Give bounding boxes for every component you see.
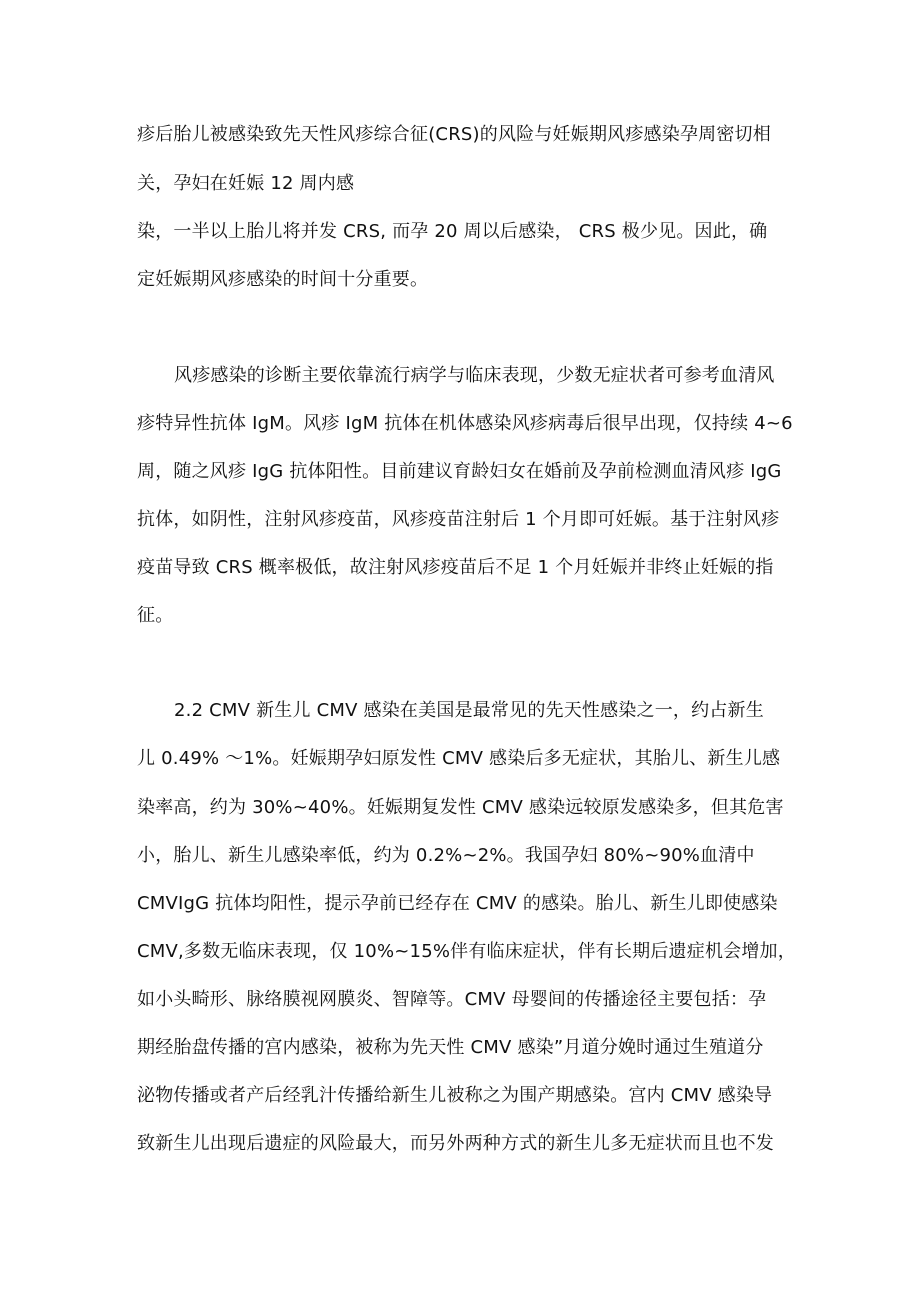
text-line: 2.2 CMV 新生儿 CMV 感染在美国是最常见的先天性感染之一，约占新生: [174, 700, 764, 721]
text-line: CMVIgG 抗体均阳性，提示孕前已经存在 CMV 的感染。胎儿、新生儿即使感染: [137, 893, 778, 914]
text-line: 风疹感染的诊断主要依靠流行病学与临床表现，少数无症状者可参考血清风: [174, 365, 775, 386]
text-line: 疹特异性抗体 IgM。风疹 IgM 抗体在机体感染风疹病毒后很早出现，仅持续 4~6: [137, 413, 793, 434]
text-line: 泌物传播或者产后经乳汁传播给新生儿被称之为围产期感染。宫内 CMV 感染导: [137, 1085, 773, 1106]
text-line: 致新生儿出现后遗症的风险最大，而另外两种方式的新生儿多无症状而且也不发: [137, 1133, 774, 1154]
text-line: 征。: [137, 605, 174, 626]
text-line: 疹后胎儿被感染致先天性风疹综合征(CRS)的风险与妊娠期风疹感染孕周密切相: [137, 124, 771, 145]
text-line: 周，随之风疹 IgG 抗体阳性。目前建议育龄妇女在婚前及孕前检测血清风疹 IgG: [137, 461, 782, 482]
text-line: 关，孕妇在妊娠 12 周内感: [137, 173, 355, 194]
text-line: 定妊娠期风疹感染的时间十分重要。: [137, 269, 429, 290]
text-line: 染，一半以上胎儿将并发 CRS, 而孕 20 周以后感染， CRS 极少见。因此，确: [137, 221, 768, 242]
text-line: 儿 0.49% ～1%。妊娠期孕妇原发性 CMV 感染后多无症状，其胎儿、新生儿感: [137, 748, 781, 769]
text-line: 小，胎儿、新生儿感染率低，约为 0.2%~2%。我国孕妇 80%~90%血清中: [137, 845, 755, 866]
text-line: CMV,多数无临床表现，仅 10%~15%伴有临床症状，伴有长期后遗症机会增加，: [137, 941, 796, 962]
text-line: 期经胎盘传播的宫内感染，被称为先天性 CMV 感染”月道分娩时通过生殖道分: [137, 1037, 764, 1058]
text-line: 抗体，如阴性，注射风疹疫苗，风疹疫苗注射后 1 个月即可妊娠。基于注射风疹: [137, 509, 780, 530]
text-line: 染率高，约为 30%~40%。妊娠期复发性 CMV 感染远较原发感染多，但其危害: [137, 797, 784, 818]
text-line: 疫苗导致 CRS 概率极低，故注射风疹疫苗后不足 1 个月妊娠并非终止妊娠的指: [137, 557, 774, 578]
text-line: 如小头畸形、脉络膜视网膜炎、智障等。CMV 母婴间的传播途径主要包括：孕: [137, 989, 767, 1010]
